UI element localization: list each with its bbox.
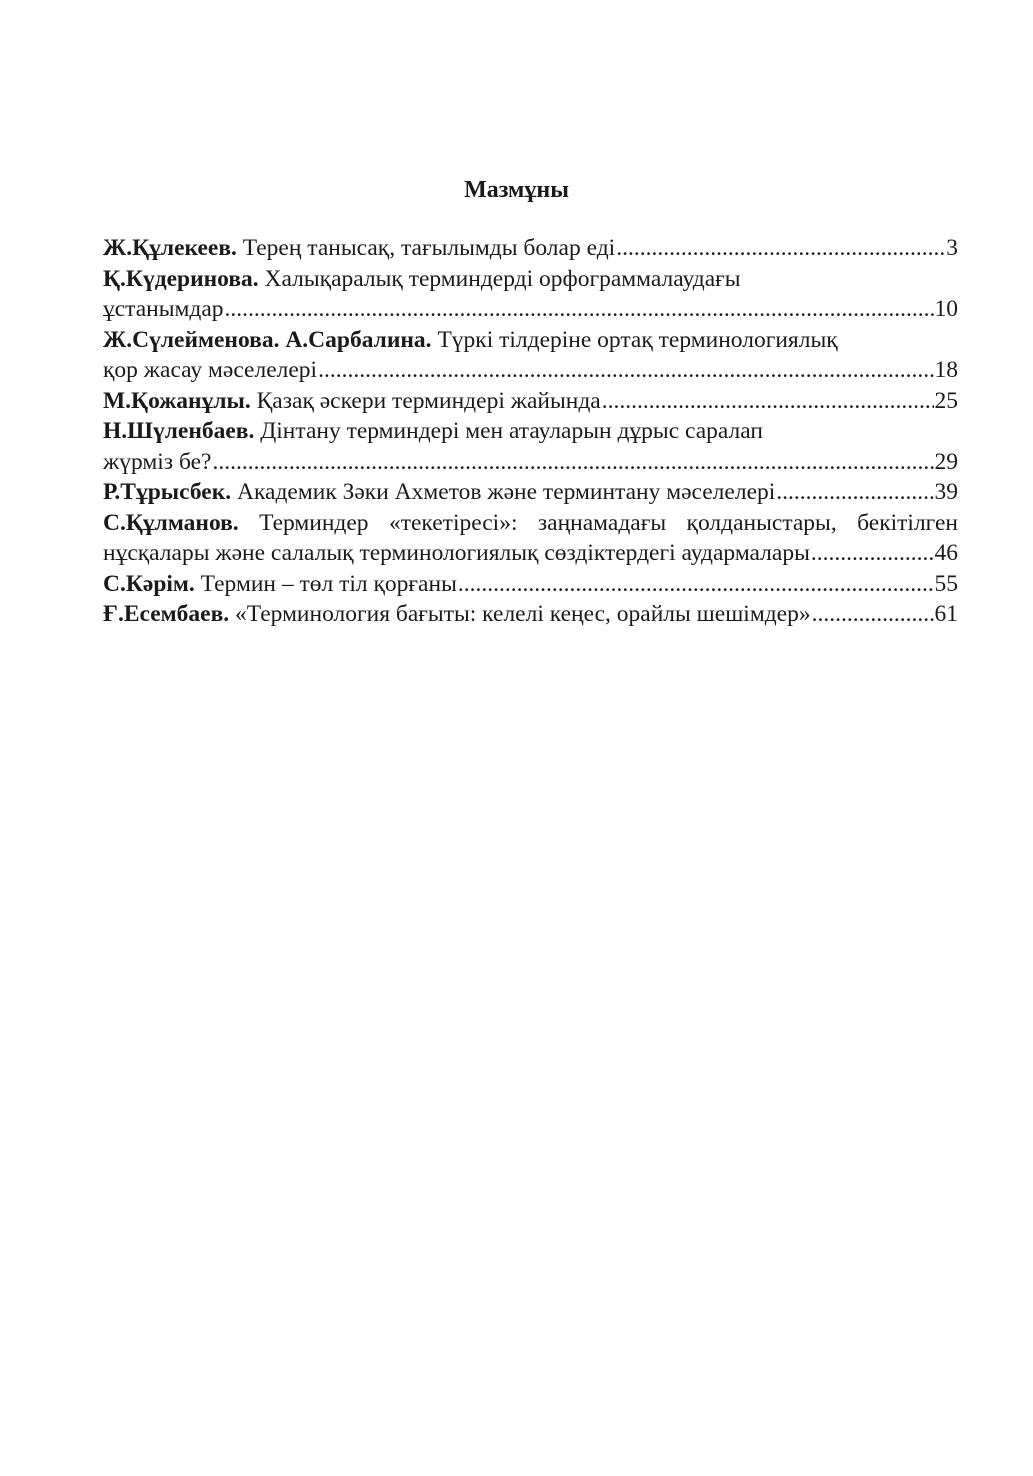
toc-author: Ж.Құлекеев.: [103, 235, 237, 261]
toc-title: Академик Зәки Ахметов және терминтану мәселелері: [237, 479, 776, 505]
toc-line: [103, 264, 958, 295]
toc-entry[interactable]: [103, 508, 958, 569]
toc-line: [103, 386, 958, 417]
toc-title: «Терминология бағыты: келелі кеңес, орайлы шешімдер»: [235, 601, 811, 627]
toc-line: [103, 508, 958, 539]
toc-page-number: 55: [934, 570, 958, 597]
toc-line: [103, 233, 958, 264]
toc-entry[interactable]: [103, 416, 958, 477]
toc-line: [103, 355, 958, 386]
dot-leader: [776, 477, 933, 508]
toc-title-continued: жүрміз бе?: [103, 448, 212, 475]
toc-title-continued: ұстанымдар: [103, 296, 224, 322]
toc-title: Терең танысақ, тағылымды болар еді: [242, 235, 616, 261]
toc-author: Н.Шүленбаев.: [103, 418, 255, 444]
toc-line: [103, 569, 958, 600]
toc-entry[interactable]: [103, 264, 958, 325]
toc-entry[interactable]: [103, 569, 958, 600]
toc-page-number: 39: [934, 479, 958, 505]
toc-author: М.Қожанұлы.: [103, 387, 251, 414]
toc-page-number: 10: [934, 296, 958, 322]
toc-line: [103, 447, 958, 478]
toc-page-number: 3: [946, 235, 958, 261]
dot-leader: [811, 538, 934, 569]
toc-author: Ғ.Есембаев.: [103, 601, 230, 627]
toc-line: [103, 599, 958, 630]
toc-page-number: 61: [934, 601, 958, 627]
toc-page-number: 29: [934, 448, 958, 475]
toc-title-continued: қор жасау мәселелері: [103, 357, 318, 383]
toc-entry[interactable]: [103, 325, 958, 386]
toc-title: Терминдер «текетіресі»: заңнамадағы қолданыстары, бекітілген: [259, 509, 958, 536]
toc-line: [103, 294, 958, 325]
toc-title-continued: нұсқалары және салалық терминологиялық сөздіктердегі аудармалары: [103, 540, 810, 566]
toc-author: Ж.Сүлейменова. А.Сарбалина.: [103, 326, 432, 353]
toc-title: Халықаралық терминдерді орфограммалаудағы: [264, 265, 741, 292]
dot-leader: [602, 386, 934, 417]
toc-entry[interactable]: [103, 599, 958, 630]
toc-title: Термин – төл тіл қорғаны: [200, 570, 457, 597]
toc-author: Қ.Күдеринова.: [103, 265, 259, 292]
dot-leader: [225, 294, 934, 325]
toc-line: [103, 325, 958, 356]
toc-author: С.Құлманов.: [103, 509, 239, 536]
toc-title: Дінтану терминдері мен атауларын дұрыс саралап: [260, 418, 763, 444]
toc-entry[interactable]: [103, 386, 958, 417]
toc-entry[interactable]: [103, 477, 958, 508]
dot-leader: [458, 569, 934, 600]
toc-author: С.Кәрім.: [103, 570, 195, 597]
toc-page-number: 46: [934, 540, 958, 566]
toc-page-number: 25: [934, 387, 958, 414]
toc-author: Р.Тұрысбек.: [103, 479, 232, 505]
toc-line: [103, 538, 958, 569]
toc-title: Түркі тілдеріне ортақ терминологиялық: [437, 326, 838, 353]
dot-leader: [318, 355, 933, 386]
toc-entry[interactable]: [103, 233, 958, 264]
toc-title: Қазақ әскери терминдері жайында: [256, 387, 601, 414]
dot-leader: [616, 233, 945, 264]
toc-line: [103, 477, 958, 508]
page-title: Мазмұны: [464, 177, 569, 203]
toc-page-number: 18: [934, 357, 958, 383]
dot-leader: [812, 599, 934, 630]
dot-leader: [212, 447, 933, 478]
toc-line: [103, 416, 958, 447]
table-of-contents: [103, 233, 958, 630]
